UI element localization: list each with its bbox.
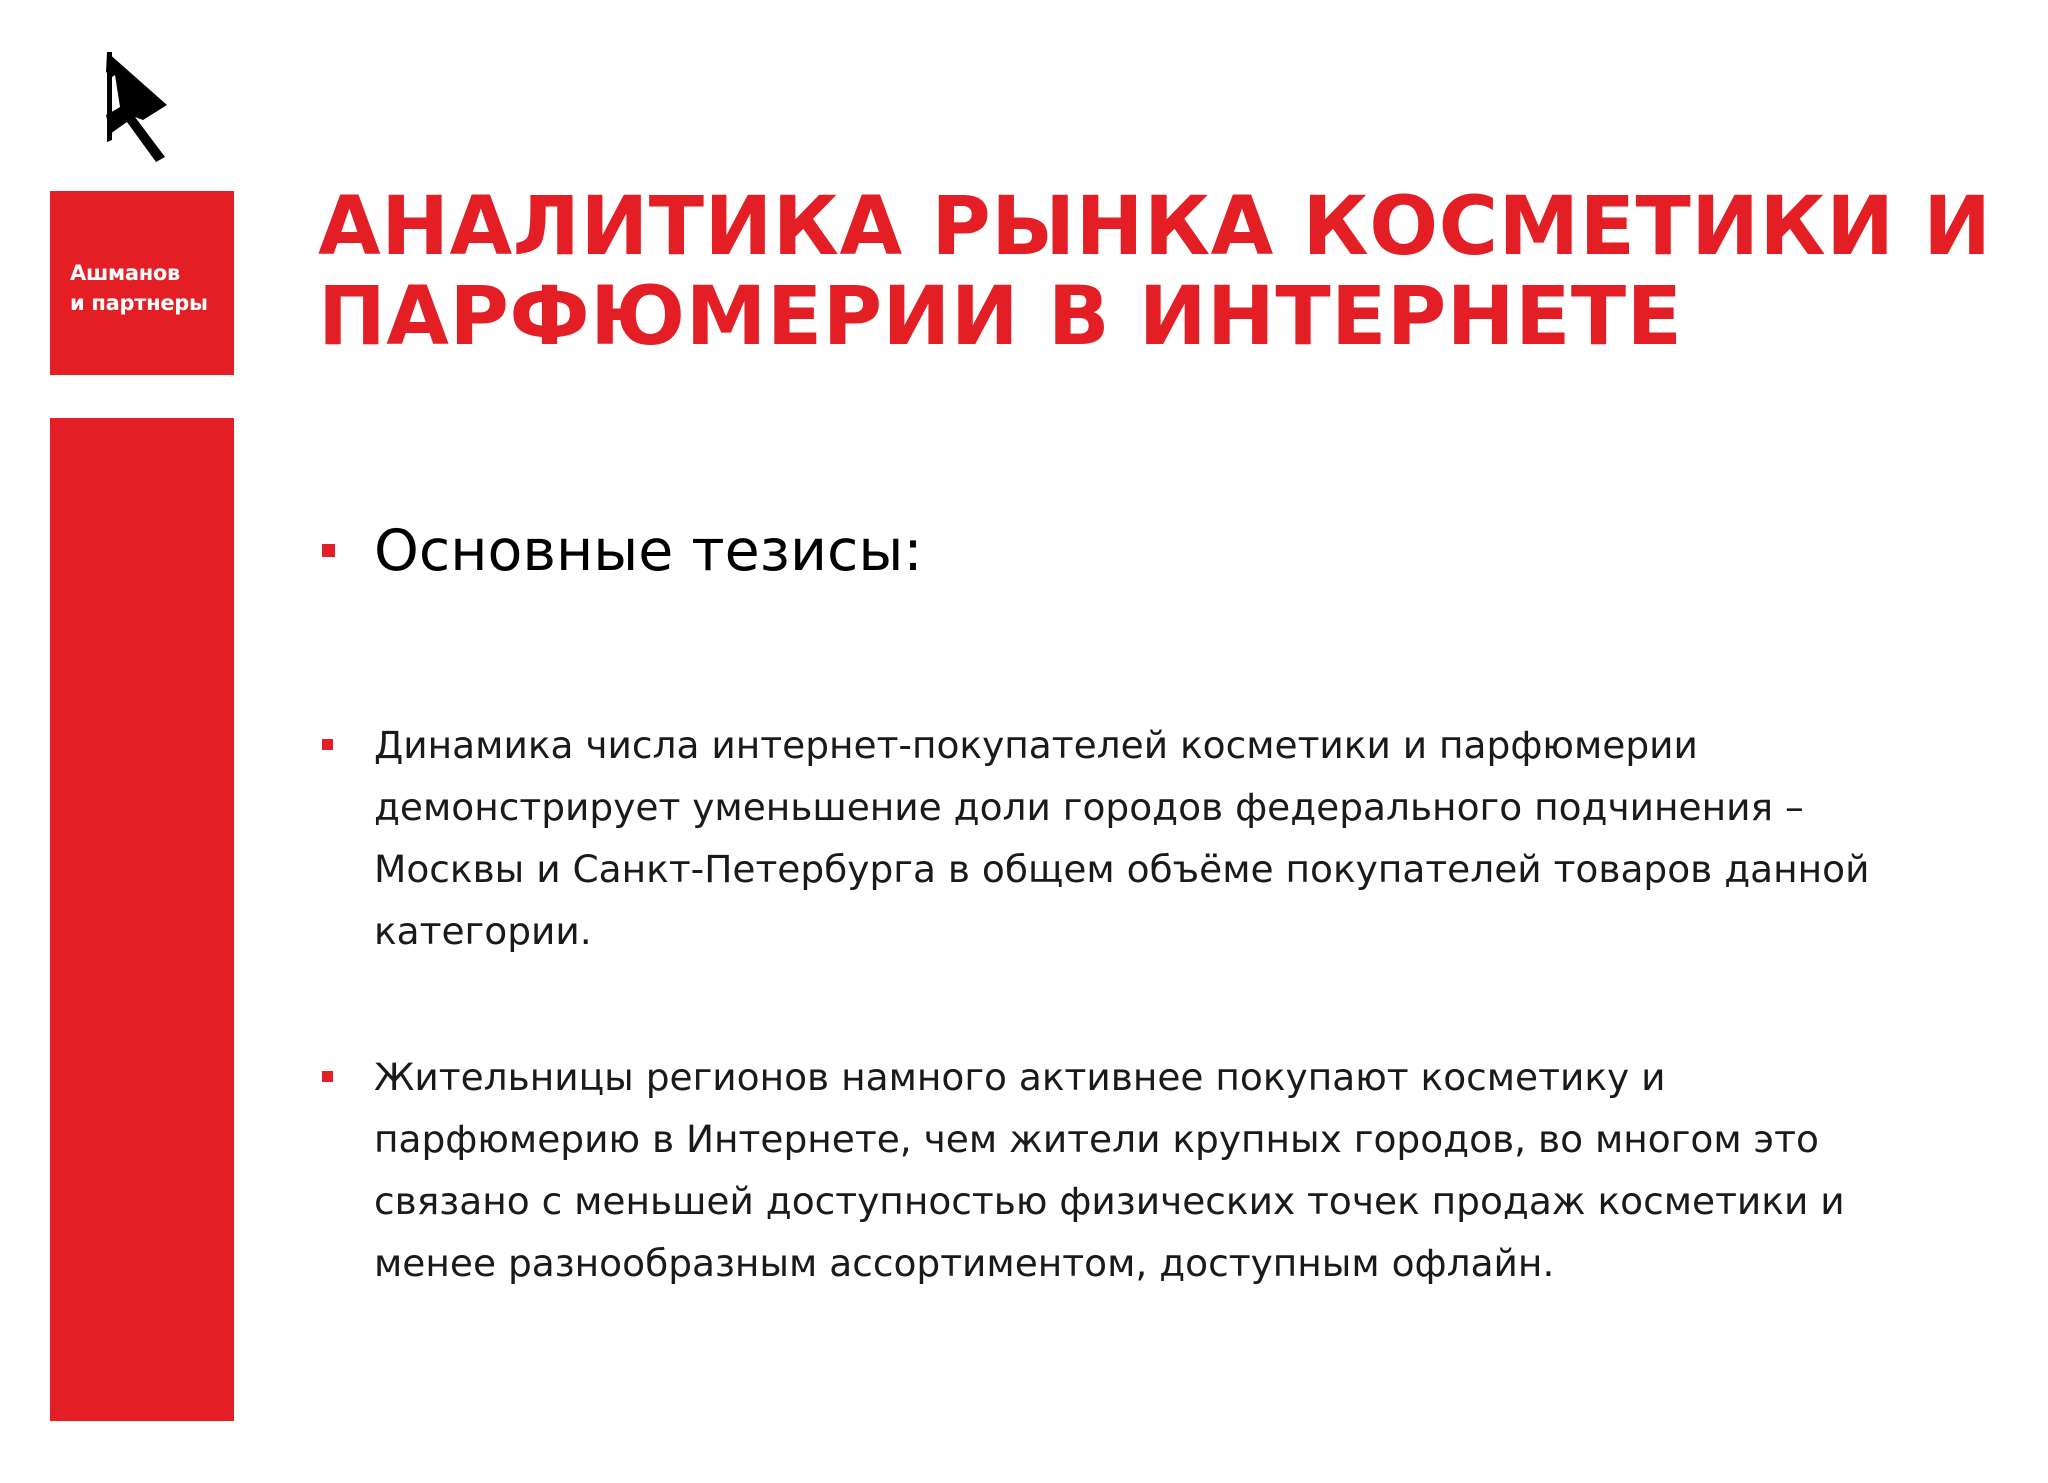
slide-title-line: ПАРФЮМЕРИИ В ИНТЕРНЕТЕ <box>318 270 1683 364</box>
square-bullet-icon <box>322 739 333 750</box>
section-heading-text: Основные тезисы: <box>374 518 923 584</box>
thesis-text <box>374 714 1869 962</box>
brand-name-line: и партнеры <box>70 291 208 315</box>
square-bullet-icon <box>322 544 335 557</box>
brand-name-line: Ашманов <box>70 261 181 285</box>
thesis-line: Жительницы регионов намного активнее покупают косметику и <box>374 1055 1666 1099</box>
thesis-line: менее разнообразным ассортиментом, доступным офлайн. <box>374 1241 1555 1285</box>
brand-logo-box <box>50 191 234 375</box>
thesis-line: Динамика числа интернет-покупателей косметики и парфюмерии <box>374 723 1698 767</box>
thesis-line: связано с меньшей доступностью физических точек продаж косметики и <box>374 1179 1845 1223</box>
thesis-line: категории. <box>374 909 592 953</box>
thesis-line: демонстрирует уменьшение доли городов федерального подчинения – <box>374 785 1804 829</box>
square-bullet-icon <box>322 1071 333 1082</box>
thesis-line: Москвы и Санкт-Петербурга в общем объёме покупателей товаров данной <box>374 847 1870 891</box>
thesis-line: парфюмерию в Интернете, чем жители крупных городов, во многом это <box>374 1117 1819 1161</box>
decorative-side-bar <box>50 418 234 1421</box>
thesis-text <box>374 1046 1845 1294</box>
cursor-arrow-logo-icon <box>95 45 190 165</box>
brand-name <box>70 258 208 318</box>
slide-title-line: АНАЛИТИКА РЫНКА КОСМЕТИКИ И <box>318 180 1992 274</box>
slide-title <box>318 182 1992 362</box>
